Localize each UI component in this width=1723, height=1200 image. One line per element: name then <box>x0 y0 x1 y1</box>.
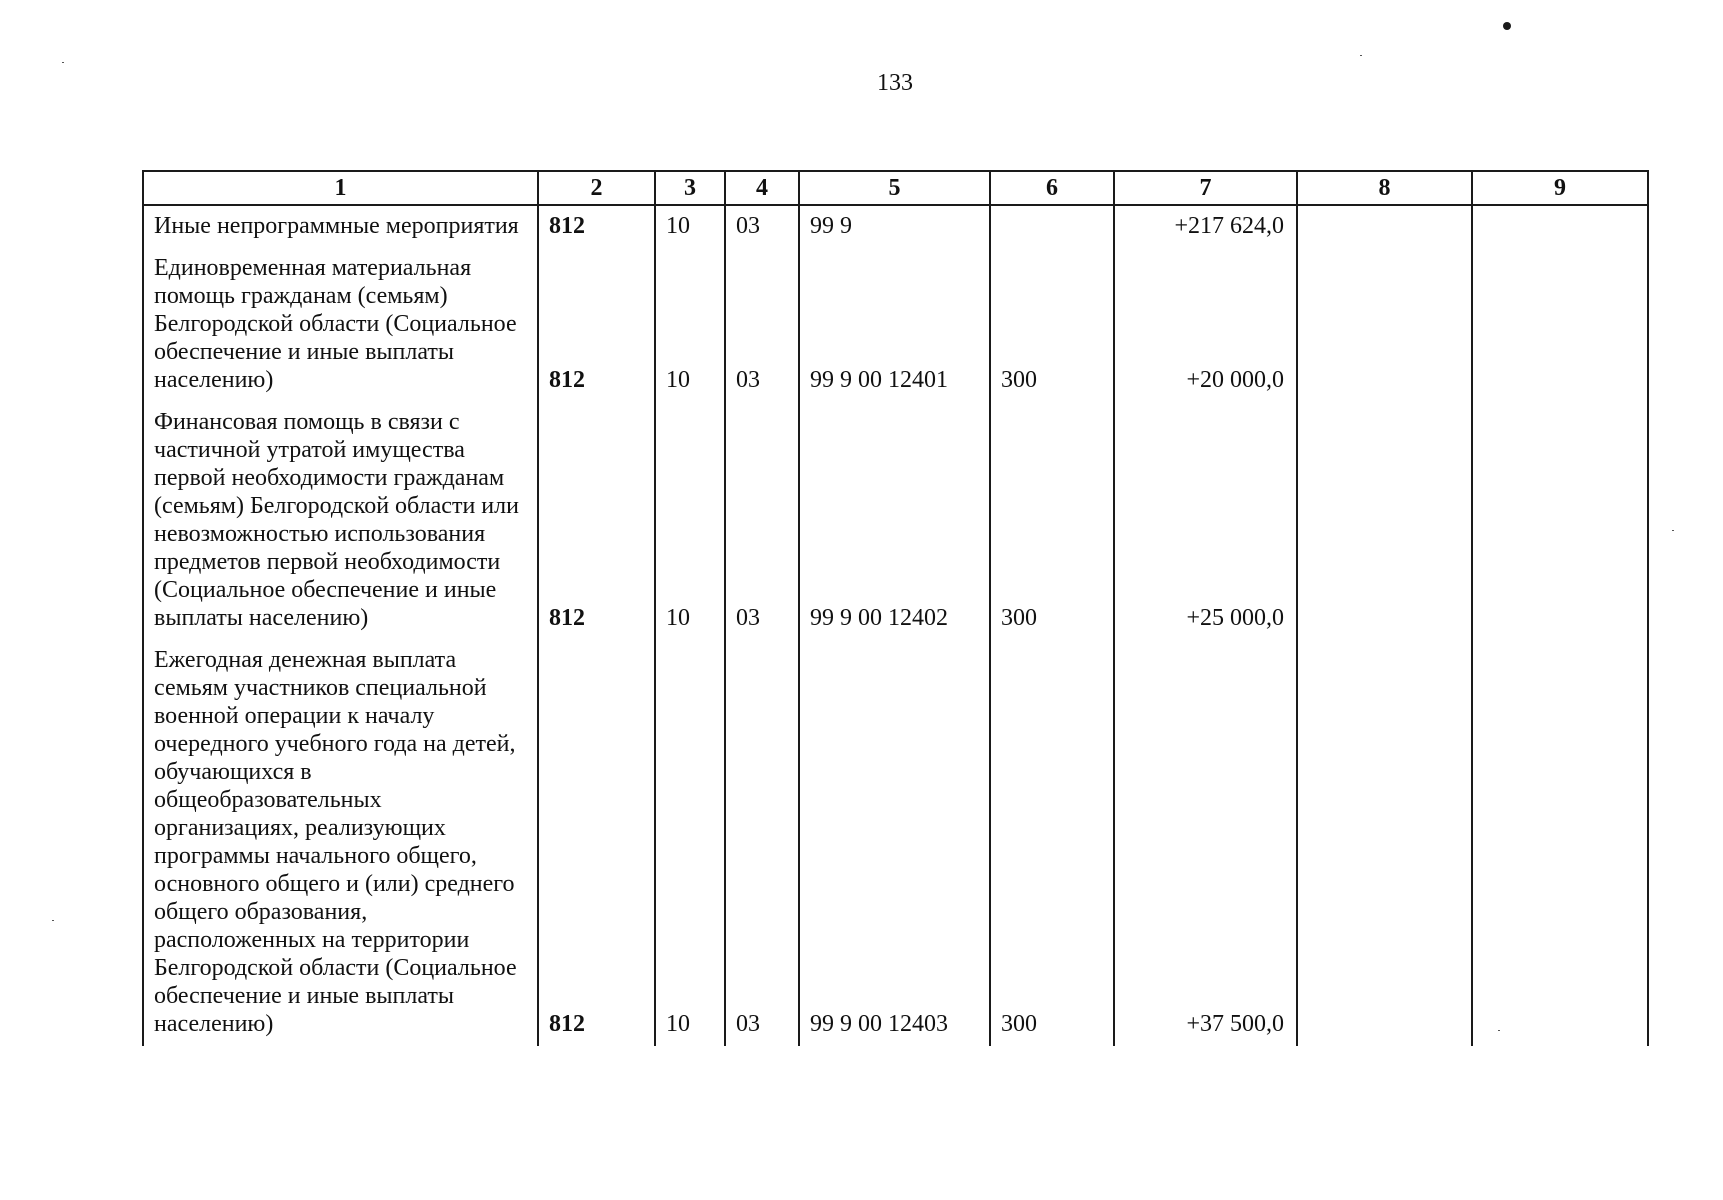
row-col8 <box>1297 205 1472 248</box>
row-expense-type: 300 <box>990 248 1114 402</box>
table-row <box>143 402 1648 640</box>
row-name: Ежегодная денежная выплата семьям участников специальной военной операции к началу очередного учебного года на детей, обучающихся в общеобразовательных организациях, реализующих программы начального общего, основного общего и (или) среднего общего образования, расположенных на территории Белгородской области (Социальное обеспечение и иные выплаты населению) <box>143 640 538 1046</box>
row-target: 99 9 00 12402 <box>799 402 990 640</box>
header-col-1: 1 <box>143 171 538 205</box>
row-expense-type <box>990 205 1114 248</box>
row-amount: +37 500,0 <box>1114 640 1297 1046</box>
row-section: 10 <box>655 640 725 1046</box>
header-col-9: 9 <box>1472 171 1648 205</box>
row-code: 812 <box>538 402 655 640</box>
row-subsection: 03 <box>725 402 799 640</box>
header-col-4: 4 <box>725 171 799 205</box>
row-amount: +25 000,0 <box>1114 402 1297 640</box>
row-code: 812 <box>538 205 655 248</box>
header-col-3: 3 <box>655 171 725 205</box>
row-name: Финансовая помощь в связи с частичной утратой имущества первой необходимости гражданам (семьям) Белгородской области или невозможностью использования предметов первой необходимости (Социальное обеспечение и иные выплаты населению) <box>143 402 538 640</box>
header-col-8: 8 <box>1297 171 1472 205</box>
row-target: 99 9 00 12403 <box>799 640 990 1046</box>
row-name: Единовременная материальная помощь гражданам (семьям) Белгородской области (Социальное обеспечение и иные выплаты населению) <box>143 248 538 402</box>
row-col8 <box>1297 402 1472 640</box>
table-header-row <box>143 171 1648 205</box>
header-col-2: 2 <box>538 171 655 205</box>
header-col-7: 7 <box>1114 171 1297 205</box>
table-row <box>143 205 1648 248</box>
row-target: 99 9 00 12401 <box>799 248 990 402</box>
row-amount: +217 624,0 <box>1114 205 1297 248</box>
row-code: 812 <box>538 640 655 1046</box>
row-expense-type: 300 <box>990 640 1114 1046</box>
header-col-6: 6 <box>990 171 1114 205</box>
row-section: 10 <box>655 402 725 640</box>
row-col8 <box>1297 248 1472 402</box>
row-code: 812 <box>538 248 655 402</box>
row-target: 99 9 <box>799 205 990 248</box>
row-name: Иные непрограммные мероприятия <box>143 205 538 248</box>
scan-speck <box>1360 55 1362 56</box>
row-section: 10 <box>655 205 725 248</box>
row-subsection: 03 <box>725 248 799 402</box>
row-subsection: 03 <box>725 205 799 248</box>
row-col9 <box>1472 402 1648 640</box>
scan-speck <box>52 920 54 921</box>
row-col9 <box>1472 640 1648 1046</box>
header-col-5: 5 <box>799 171 990 205</box>
row-amount: +20 000,0 <box>1114 248 1297 402</box>
row-col8 <box>1297 640 1472 1046</box>
budget-table <box>142 170 1649 1046</box>
scan-speck <box>62 62 64 63</box>
row-col9 <box>1472 248 1648 402</box>
page-number: 133 <box>877 70 913 96</box>
row-section: 10 <box>655 248 725 402</box>
row-col9 <box>1472 205 1648 248</box>
row-expense-type: 300 <box>990 402 1114 640</box>
scan-dot <box>1503 22 1511 30</box>
table-row <box>143 248 1648 402</box>
table-row <box>143 640 1648 1046</box>
scan-speck <box>1672 530 1674 531</box>
row-subsection: 03 <box>725 640 799 1046</box>
